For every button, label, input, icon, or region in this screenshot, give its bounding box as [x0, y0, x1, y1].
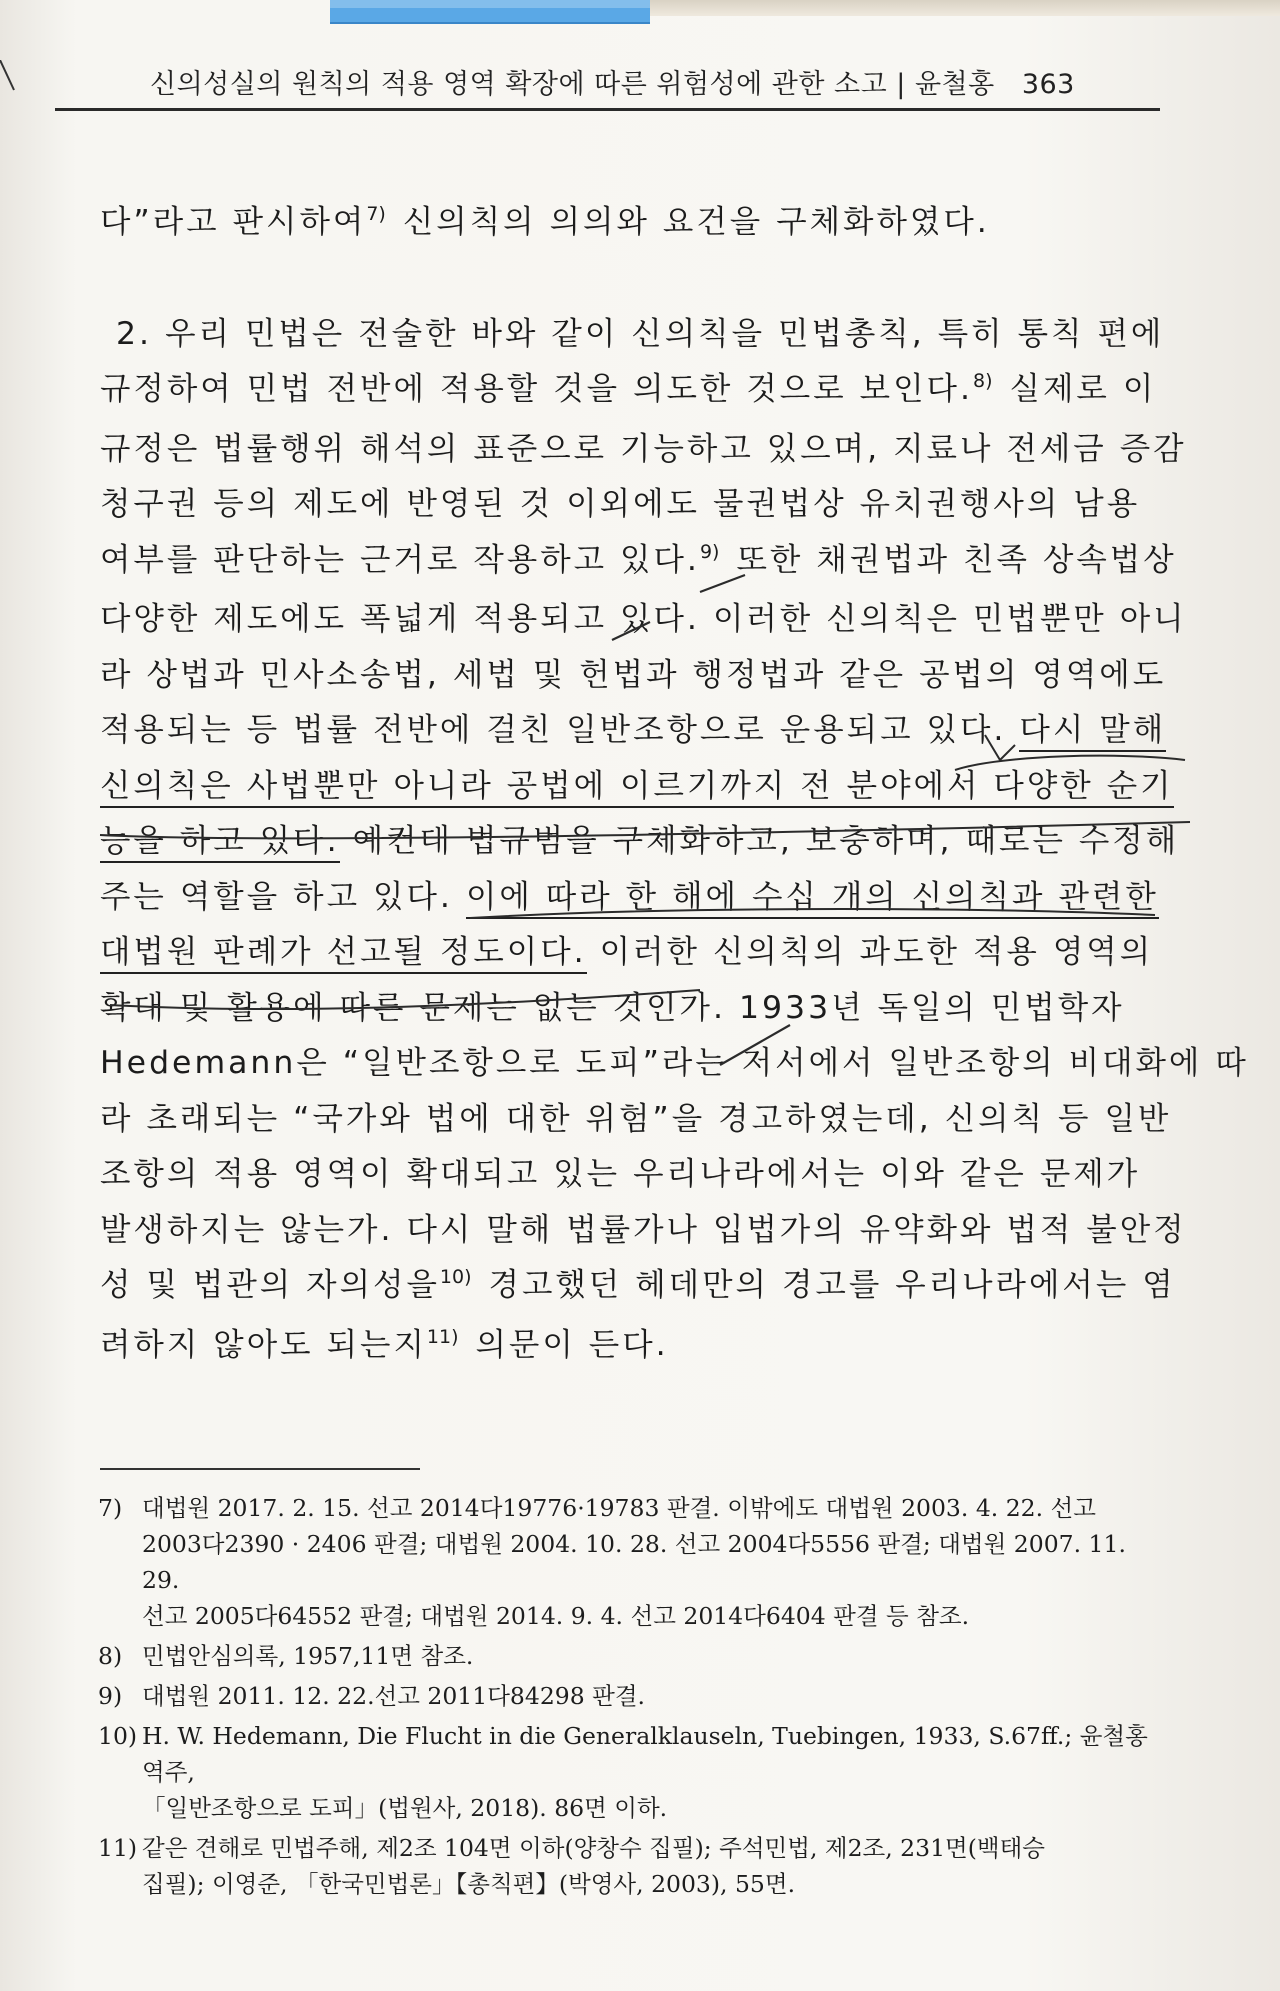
underlined-phrase: 다시 말해: [1019, 712, 1166, 752]
footnote-ref-9: 9): [699, 540, 720, 563]
blue-tape: [330, 0, 650, 24]
footnote-7: 7) 대법원 2017. 2. 15. 선고 2014다19776·19783 판결. 이밖에도 대법원 2003. 4. 22. 선고 2003다2390 · 2406 판결; 대법원 2004. 10. 28. 선고 2004다5556 판결; 대법원 2007. 11. 29. 선고 2005다64552 판결; 대법원 2014. 9. 4. 선고 2014다6404 판결 등 참조.: [98, 1494, 1126, 1630]
footnote-rule: [100, 1468, 420, 1470]
header-rule: [55, 108, 1160, 111]
page-corner-mark: [0, 60, 40, 100]
footnote-ref-8: 8): [972, 370, 993, 392]
footnote-9: 9) 대법원 2011. 12. 22.선고 2011다84298 판결.: [98, 1682, 646, 1710]
footnote-10: 10) H. W. Hedemann, Die Flucht in die Generalklauseln, Tuebingen, 1933, S.67ff.; 윤철홍 역주, 「일반조항으로 도피」(법원사, 2018). 86면 이하.: [98, 1722, 1148, 1822]
paragraph-1: 다”라고 판시하여$^{7)}$ 신의칙의 의의와 요건을 구체화하였다.: [100, 203, 990, 240]
underlined-phrase: 대법원 판례가 선고될 정도이다.: [100, 934, 587, 974]
footnote-11: 11) 같은 견해로 민법주해, 제2조 104면 이하(양창수 집필); 주석민법, 제2조, 231면(백태승 집필); 이영준, 「한국민법론」【총칙편】(박영사, 2003), 55면.: [98, 1834, 1046, 1898]
paper-edge: [650, 0, 1280, 16]
page-number: 363: [1021, 69, 1075, 100]
running-title: 신의성실의 원칙의 적용 영역 확장에 따른 위험성에 관한 소고 | 윤철홍: [150, 69, 995, 100]
body-text: [100, 195, 1249, 1377]
running-header: [150, 62, 1160, 101]
footnote-ref-7: 7): [366, 203, 386, 225]
footnote-ref-11: 11): [426, 1325, 459, 1348]
underlined-phrase: 이에 따라 한 해에 수십 개의 신의칙과 관련한: [466, 879, 1159, 919]
footnotes: [98, 1490, 1168, 1906]
underlined-line: 신의칙은 사법뿐만 아니라 공법에 이르기까지 전 분야에서 다양한 순기: [100, 768, 1174, 808]
footnote-8: 8) 민법안심의록, 1957,11면 참조.: [98, 1642, 474, 1670]
underlined-phrase: 능을 하고 있다.: [100, 823, 340, 863]
paragraph-2: 2. 우리 민법은 전술한 바와 같이 신의칙을 민법총칙, 특히 통칙 편에 규정하여 민법 전반에 적용할 것을 의도한 것으로 보인다.$^{8)}$ 실제로 이 규정은 법률행위 해석의 표준으로 기능하고 있으며, 지료나 전세금 증감 청구권 등의 제도에 반영된 것 이외에도 물권법상 유치권행사의 남용 여부를 판단하는 근거로 작용하고 있다.$^{9)}$ 또한 채권법과 친족 상속법상 다양한 제도에도 폭넓게 적용되고 있다. 이러한 신의칙은 민법뿐만 아니 라 상법과 민사소송법, 세법 및 헌법과 행정법과 같은 공법의 영역에도 적용되는 등 법률 전반에 걸친 일반조항으로 운용되고 있다. 다시 말해 신의칙은 사법뿐만 아니라 공법에 이르기까지 전 분야에서 다양한 순기 능을 하고 있다. 예컨대 법규범을 구체화하고, 보충하며, 때로는 수정해 주는 역할을 하고 있다. 이에 따라 한 해에 수십 개의 신의칙과 관련한 대법원 판례가 선고될 정도이다. 이러한 신의칙의 과도한 적용 영역의 확대 및 활용에 따른 문제는 없는 것인가. 1933년 독일의 민법학자 Hedemann은 “일반조항으로 도피”라는 저서에서 일반조항의 비대화에 따 라 초래되는 “국가와 법에 대한 위험”을 경고하였는데, 신의칙 등 일반 조항의 적용 영역이 확대되고 있는 우리나라에서는 이와 같은 문제가 발생하지는 않는가. 다시 말해 법률가나 입법가의 유약화와 법적 불안정 성 및 법관의 자의성을$^{10)}$ 경고했던 헤데만의 경고를 우리나라에서는 염 려하지 않아도 되는지$^{11)}$ 의문이 든다.: [100, 315, 1249, 1363]
footnote-ref-10: 10): [439, 1266, 472, 1288]
